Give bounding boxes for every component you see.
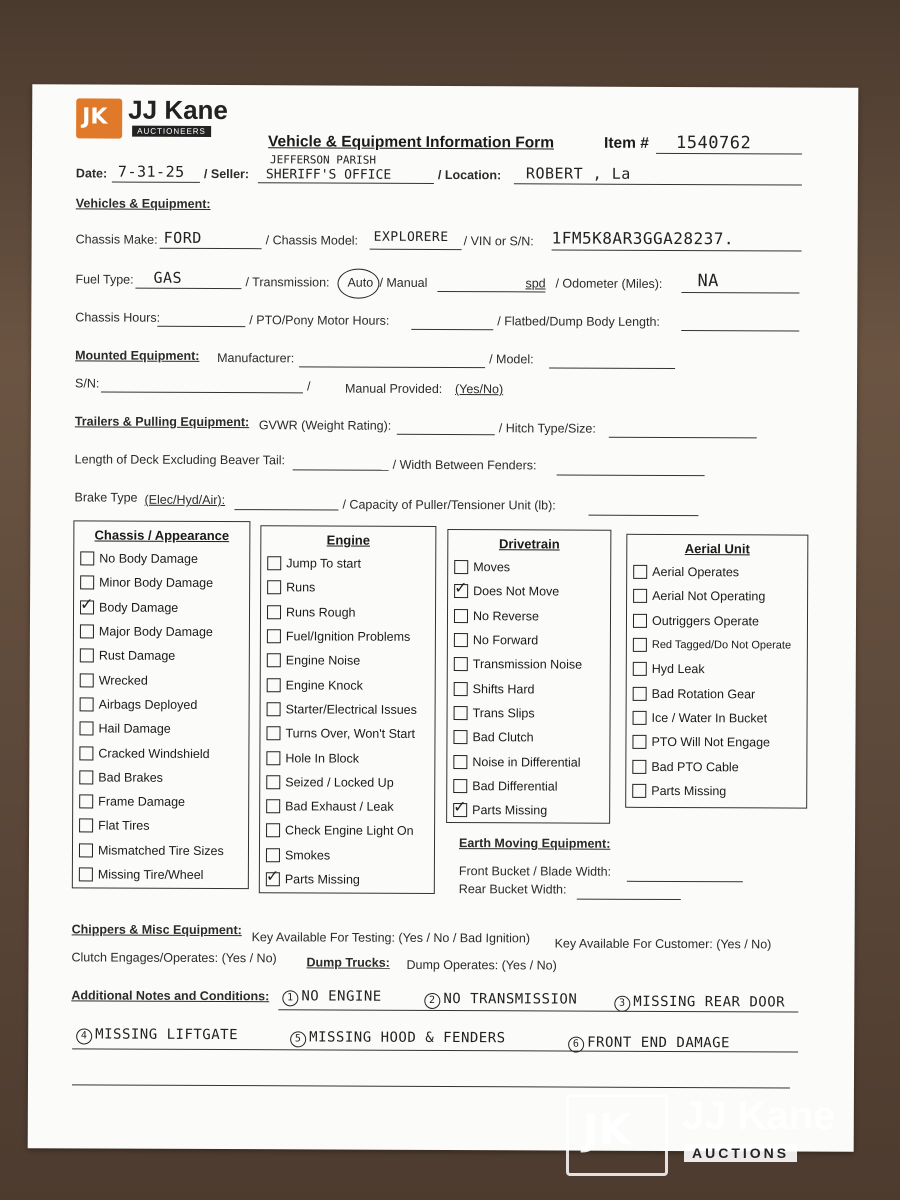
checklist-label: No Body Damage xyxy=(99,551,198,567)
checkbox[interactable] xyxy=(454,584,468,598)
auto-label: Auto xyxy=(347,275,374,290)
checklist-label: Aerial Not Operating xyxy=(652,589,766,604)
checklist-label: Seized / Locked Up xyxy=(285,775,394,790)
fuel-value: GAS xyxy=(153,268,183,287)
checklist-label: Transmission Noise xyxy=(472,657,583,672)
checkbox[interactable] xyxy=(80,649,94,663)
deck-label: Length of Deck Excluding Beaver Tail: xyxy=(74,452,286,468)
form-sheet: JK JJ Kane AUCTIONEERS Vehicle & Equipment Information Form Item # 1540762 Date: 7-31-25 / Seller: JEFFERSON PARISH SHERIFF'S OFFICE / Location: ROBERT , La Vehicles & Equipment: Chassis Make: FORD / Chassis Model: EXPLORERE / VIN or S/N: 1FM5K8AR3GGA28237. Fuel Type: GAS / Transmission: Auto / Manual spd / Odometer (Miles): NA Chassis Hours: / PTO/Pony Motor Hours: / Flatbed/Dump Body Length: Mounted Equipment: Manufacturer: / Model: S/N: / Manual Provided: (Yes/No) Trailers & Pulling Equipment: GVWR (Weight Rating): / Hitch Type/Size: Length of Deck Excluding Beaver Tail: / Width Between Fenders: Brake Type (Elec/Hyd/Air): / Capacity of Puller/Tensioner Unit (lb): Chassis / Appearance No Body Damage Minor Body Damage ✓ Body Damage Major Body Damage Rust Damage Wrecked Airbags Deployed Hail Damage Cracked Windshield Bad Brakes Frame Damage Flat Tires Mismatched Tire Sizes Missing Tire/Wheel Engine Jump To start Runs Runs Rough Fuel/Ignition Problems Engine Noise Engine Knock Starter/Electrical Issues Turns Over, Won't Start Hole In Block Seized / Locked Up Bad Exhaust / Leak Check Engine Light On Smokes ✓ Parts Missing Drivetrain Moves ✓ Does Not Move No Reverse No Forward Transmission Noise Shifts Hard Trans Slips Bad Clutch Noise in Differential Bad Differential ✓ Parts Missing Aerial Unit Aerial Operates Aerial Not Operating Outriggers Operate Red Tagged/Do Not Operate Hyd Leak Bad Rotation Gear Ice / Water In Bucket PTO Will Not Engage Bad PTO Cable Parts Missing Earth Moving Equipment: Front Bucket / Blade Width: Rear Bucket Width: Chippers & Misc Equipment: Key Available For Testing: (Yes / No / Bad Ignition) Key Available For Customer: (Yes / No) Clutch Engages/Operates: (Yes / No) Dump Trucks: Dump Operates: (Yes / No) Additional Notes and Conditions: 1 NO ENGINE 2 NO TRANSMISSION 3 MISSING REAR DOOR 4 MISSING LIFTGATE 5 MISSING HOOD & FENDERS 6 FRONT END DAMAGE xyxy=(28,84,859,1152)
checklist-label: Jump To start xyxy=(286,556,362,571)
checklist-label: Parts Missing xyxy=(472,803,548,818)
checklist-label: Bad PTO Cable xyxy=(651,759,739,774)
flatbed-label: / Flatbed/Dump Body Length: xyxy=(497,314,660,329)
checkbox[interactable] xyxy=(453,730,467,744)
manual-provided-label: Manual Provided: xyxy=(344,381,443,396)
checkbox[interactable] xyxy=(79,722,93,736)
checklist-item[interactable] xyxy=(267,648,435,673)
checkbox[interactable] xyxy=(632,784,646,798)
checklist-label: PTO Will Not Engage xyxy=(651,735,771,750)
checklist-label: Airbags Deployed xyxy=(98,697,198,712)
checklist-label: Rust Damage xyxy=(98,648,176,664)
checklist-label: Hail Damage xyxy=(98,721,171,737)
checklist-item[interactable] xyxy=(633,560,807,585)
checkbox[interactable] xyxy=(79,867,93,881)
checklist-item[interactable] xyxy=(266,770,434,795)
checklist-item[interactable] xyxy=(79,814,248,839)
checklist-item[interactable] xyxy=(633,633,807,658)
checklist-label: Bad Brakes xyxy=(98,770,163,785)
checklist-label: Bad Exhaust / Leak xyxy=(285,799,394,814)
checkbox[interactable] xyxy=(632,759,646,773)
checklist-item[interactable] xyxy=(80,668,249,693)
checkbox[interactable] xyxy=(80,552,94,566)
note-2: 2 NO TRANSMISSION xyxy=(424,991,577,1010)
deck-line xyxy=(293,469,389,470)
checklist-item[interactable] xyxy=(267,551,435,576)
chassis-model-label: / Chassis Model: xyxy=(265,233,359,248)
checklist-label: Moves xyxy=(473,560,511,575)
checklist-item[interactable] xyxy=(79,741,248,766)
checkbox[interactable] xyxy=(266,824,280,838)
checklist-label: Mismatched Tire Sizes xyxy=(97,843,224,858)
note-1: 1 NO ENGINE xyxy=(282,988,381,1006)
chassis-model-line xyxy=(370,249,462,250)
checkbox[interactable] xyxy=(266,775,280,789)
checklist-item[interactable] xyxy=(453,725,609,750)
checkbox[interactable] xyxy=(267,629,281,643)
checklist-item[interactable] xyxy=(79,789,248,814)
checklist-item[interactable] xyxy=(80,692,249,717)
checklist-label: Shifts Hard xyxy=(472,681,535,697)
checkbox[interactable] xyxy=(80,576,94,590)
clutch-text: Clutch Engages/Operates: (Yes / No) xyxy=(71,950,277,966)
checkbox[interactable] xyxy=(79,795,93,809)
checklist-item[interactable] xyxy=(79,838,248,863)
checklist-label: Starter/Electrical Issues xyxy=(285,702,417,717)
flatbed-line xyxy=(681,330,799,332)
checklist-item[interactable] xyxy=(267,673,435,698)
checklist-label: Bad Clutch xyxy=(472,730,534,745)
checkbox[interactable] xyxy=(454,682,468,696)
pto-label: / PTO/Pony Motor Hours: xyxy=(249,313,390,328)
mounted-sn-label: S/N: xyxy=(74,376,100,391)
checklist-label: Runs Rough xyxy=(285,605,356,620)
notes-line-3 xyxy=(72,1084,790,1088)
drivetrain-title: Drivetrain xyxy=(498,536,560,552)
vehicles-heading: Vehicles & Equipment: xyxy=(75,196,211,211)
checkbox[interactable] xyxy=(267,556,281,570)
checklist-label: Red Tagged/Do Not Operate xyxy=(651,638,792,652)
brand-sub: AUCTIONEERS xyxy=(132,126,211,137)
checkbox[interactable] xyxy=(80,624,94,638)
checklist-item[interactable] xyxy=(454,652,610,677)
checklist-item[interactable] xyxy=(79,765,248,790)
checkbox[interactable] xyxy=(267,654,281,668)
location-line xyxy=(514,183,802,185)
checkbox[interactable] xyxy=(266,799,280,813)
checkbox[interactable] xyxy=(633,565,647,579)
checkbox[interactable] xyxy=(453,755,467,769)
checklist-label: Turns Over, Won't Start xyxy=(285,726,416,742)
chassis-make-value: FORD xyxy=(163,228,202,247)
checklist-item[interactable] xyxy=(266,794,434,819)
checkbox[interactable] xyxy=(453,803,467,817)
checklist-item[interactable] xyxy=(632,778,806,803)
hitch-label: / Hitch Type/Size: xyxy=(498,421,596,436)
checkbox[interactable] xyxy=(80,600,94,614)
note-3: 3 MISSING REAR DOOR xyxy=(614,994,785,1013)
chassis-appearance-title: Chassis / Appearance xyxy=(94,527,230,544)
spd-label: spd xyxy=(525,276,546,291)
checklist-item[interactable] xyxy=(266,867,434,892)
checkbox[interactable] xyxy=(79,770,93,784)
checklist-label: Bad Rotation Gear xyxy=(651,686,756,701)
checklist-item[interactable] xyxy=(79,716,248,741)
fenders-line xyxy=(557,474,705,476)
checklist-item[interactable] xyxy=(79,862,248,887)
checkbox[interactable] xyxy=(633,662,647,676)
checkbox[interactable] xyxy=(633,614,647,628)
checklist-item[interactable] xyxy=(453,774,609,799)
checklist-label: Check Engine Light On xyxy=(285,823,414,839)
checklist-item[interactable] xyxy=(80,619,249,644)
mounted-manufacturer-label: Manufacturer: xyxy=(217,351,295,366)
checklist-label: Runs xyxy=(286,580,316,595)
transmission-label: / Transmission: xyxy=(245,275,330,290)
vin-line xyxy=(552,249,802,251)
checklist-label: Trans Slips xyxy=(472,706,535,721)
checklist-label: Outriggers Operate xyxy=(651,613,760,629)
vin-value: 1FM5K8AR3GGA28237. xyxy=(551,228,735,249)
brake-options: (Elec/Hyd/Air): xyxy=(144,492,226,508)
checkbox[interactable] xyxy=(79,843,93,857)
checklist-label: Parts Missing xyxy=(651,783,727,799)
gvwr-label: GVWR (Weight Rating): xyxy=(258,418,392,433)
chassis-make-label: Chassis Make: xyxy=(75,232,158,247)
checklist-label: Engine Noise xyxy=(285,653,361,668)
watermark-sub: AUCTIONS xyxy=(684,1144,797,1162)
fuel-label: Fuel Type: xyxy=(75,272,134,287)
location-label: Location: xyxy=(444,168,502,183)
checklist-label: Fuel/Ignition Problems xyxy=(285,629,411,644)
front-bucket-line xyxy=(627,881,743,883)
checklist-label: Bad Differential xyxy=(472,778,558,794)
checkbox[interactable] xyxy=(79,819,93,833)
checklist-label: Hole In Block xyxy=(285,750,360,766)
checklist-item[interactable] xyxy=(632,730,806,755)
checklist-item[interactable] xyxy=(80,546,249,571)
chassis-appearance-section xyxy=(72,520,251,889)
checkbox[interactable] xyxy=(267,605,281,619)
checklist-label: Does Not Move xyxy=(473,584,560,599)
date-label: Date: xyxy=(75,166,108,181)
rear-bucket-label: Rear Bucket Width: xyxy=(458,882,567,897)
mounted-heading: Mounted Equipment: xyxy=(75,348,200,363)
checklist-item[interactable] xyxy=(633,681,807,706)
mounted-model-label: / Model: xyxy=(489,352,534,367)
mounted-model-line xyxy=(549,367,675,369)
checkbox[interactable] xyxy=(454,706,468,720)
location-value: ROBERT , La xyxy=(525,164,631,183)
capacity-label: / Capacity of Puller/Tensioner Unit (lb): xyxy=(342,497,556,513)
checklist-label: Cracked Windshield xyxy=(98,746,210,761)
notes-heading: Additional Notes and Conditions: xyxy=(71,988,270,1004)
checklist-item[interactable] xyxy=(454,701,610,726)
checkbox[interactable] xyxy=(633,711,647,725)
watermark-logo-mark: JK xyxy=(566,1094,668,1176)
checklist-item[interactable] xyxy=(266,818,434,843)
checkbox[interactable] xyxy=(633,686,647,700)
checklist-item[interactable] xyxy=(267,576,435,601)
engine-title: Engine xyxy=(326,532,371,548)
checklist-item[interactable] xyxy=(80,595,249,620)
checklist-item[interactable] xyxy=(633,706,807,731)
checkbox[interactable] xyxy=(453,779,467,793)
odometer-label: / Odometer (Miles): xyxy=(555,276,663,291)
pto-line xyxy=(411,329,493,330)
checklist-item[interactable] xyxy=(453,798,609,823)
checklist-item[interactable] xyxy=(454,579,610,604)
earth-heading: Earth Moving Equipment: xyxy=(458,836,611,851)
date-value: 7-31-25 xyxy=(117,162,185,181)
mounted-sn-line xyxy=(101,392,303,394)
hours-label: Chassis Hours: xyxy=(75,310,161,325)
checkbox[interactable] xyxy=(454,609,468,623)
odometer-line xyxy=(681,292,799,294)
checklist-label: Engine Knock xyxy=(285,677,363,693)
checklist-label: Minor Body Damage xyxy=(99,575,214,591)
fenders-label: / Width Between Fenders: xyxy=(392,457,537,473)
checklist-item[interactable] xyxy=(633,584,807,609)
rear-bucket-line xyxy=(577,899,681,900)
checklist-label: Major Body Damage xyxy=(98,624,213,640)
note-6: 6 FRONT END DAMAGE xyxy=(568,1035,730,1054)
checklist-label: Noise in Differential xyxy=(472,754,581,770)
chippers-heading: Chippers & Misc Equipment: xyxy=(71,922,242,938)
checklist-item[interactable] xyxy=(454,555,610,580)
item-value: 1540762 xyxy=(676,133,752,154)
checklist-label: Flat Tires xyxy=(98,818,150,834)
checkbox[interactable] xyxy=(80,673,94,687)
seller-label: Seller: xyxy=(210,166,250,182)
checklist-item[interactable] xyxy=(633,608,807,633)
note-5: 5 MISSING HOOD & FENDERS xyxy=(290,1029,506,1048)
checklist-item[interactable] xyxy=(267,697,435,722)
checklist-label: Ice / Water In Bucket xyxy=(651,710,768,726)
checklist-label: Parts Missing xyxy=(284,872,360,887)
dump-heading: Dump Trucks: xyxy=(306,955,390,970)
aerial-unit-section xyxy=(625,534,808,809)
checklist-item[interactable] xyxy=(266,746,434,771)
drivetrain-section xyxy=(446,529,611,824)
checkbox[interactable] xyxy=(454,657,468,671)
checklist-item[interactable] xyxy=(454,677,610,702)
checkbox[interactable] xyxy=(267,581,281,595)
key-customer: Key Available For Customer: (Yes / No) xyxy=(554,936,772,952)
hitch-line xyxy=(609,437,757,439)
checklist-item[interactable] xyxy=(454,604,610,629)
brake-line xyxy=(234,509,338,510)
checkbox[interactable] xyxy=(266,872,280,886)
checklist-label: Hyd Leak xyxy=(651,662,705,677)
checklist-label: Smokes xyxy=(284,848,331,863)
checkbox[interactable] xyxy=(267,678,281,692)
trailers-heading: Trailers & Pulling Equipment: xyxy=(74,414,250,430)
front-bucket-label: Front Bucket / Blade Width: xyxy=(458,864,612,879)
note-4: 4 MISSING LIFTGATE xyxy=(76,1026,238,1045)
manual-provided-value: (Yes/No) xyxy=(454,382,504,397)
checkbox[interactable] xyxy=(80,697,94,711)
checklist-item[interactable] xyxy=(267,600,435,625)
chassis-model-value: EXPLORERE xyxy=(373,229,449,246)
hours-line xyxy=(157,326,245,327)
checklist-item[interactable] xyxy=(80,644,249,669)
checklist-item[interactable] xyxy=(267,624,435,649)
checkbox[interactable] xyxy=(266,726,280,740)
form-title: Vehicle & Equipment Information Form xyxy=(268,133,555,152)
checklist-label: Wrecked xyxy=(98,673,148,688)
capacity-line xyxy=(588,515,698,516)
checklist-item[interactable] xyxy=(632,754,806,779)
checkbox[interactable] xyxy=(266,848,280,862)
checkbox[interactable] xyxy=(633,638,647,652)
brake-label: Brake Type xyxy=(74,490,138,505)
brand-name: JJ Kane xyxy=(128,94,229,126)
vin-label: / VIN or S/N: xyxy=(463,234,534,249)
engine-section xyxy=(259,525,437,894)
checklist-label: No Forward xyxy=(472,633,539,648)
checklist-label: Missing Tire/Wheel xyxy=(97,867,204,882)
manual-label: / Manual xyxy=(379,275,428,290)
dump-operates: Dump Operates: (Yes / No) xyxy=(406,957,557,973)
checklist-label: Aerial Operates xyxy=(652,565,740,580)
checklist-item[interactable] xyxy=(80,571,249,596)
odometer-value: NA xyxy=(697,271,720,292)
jjkane-logo-mark: JK xyxy=(76,98,122,138)
aerial-unit-title: Aerial Unit xyxy=(684,541,750,557)
checklist-label: Body Damage xyxy=(99,600,179,615)
checkbox[interactable] xyxy=(266,751,280,765)
checklist-item[interactable] xyxy=(266,721,434,746)
seller-value-2: SHERIFF'S OFFICE xyxy=(265,167,392,183)
seller-value-1: JEFFERSON PARISH xyxy=(269,153,376,167)
checkbox[interactable] xyxy=(454,633,468,647)
chassis-make-line xyxy=(160,248,262,249)
checklist-label: No Reverse xyxy=(472,608,540,624)
checkbox[interactable] xyxy=(633,589,647,603)
checklist-item[interactable] xyxy=(633,657,807,682)
checkbox[interactable] xyxy=(632,735,646,749)
date-line xyxy=(112,182,200,183)
checkbox[interactable] xyxy=(454,560,468,574)
key-testing: Key Available For Testing: (Yes / No / Bad Ignition) xyxy=(251,930,531,946)
checkbox[interactable] xyxy=(79,746,93,760)
checklist-label: Frame Damage xyxy=(98,794,186,809)
checklist-item[interactable] xyxy=(453,749,609,774)
gvwr-line xyxy=(397,434,495,435)
watermark-name: JJ Kane xyxy=(682,1094,836,1138)
checkbox[interactable] xyxy=(267,702,281,716)
item-label: Item # xyxy=(604,134,649,152)
fuel-line xyxy=(135,288,241,289)
spd-line xyxy=(437,291,545,292)
checklist-item[interactable] xyxy=(266,843,434,868)
mounted-manufacturer-line xyxy=(299,366,485,368)
checklist-item[interactable] xyxy=(454,628,610,653)
